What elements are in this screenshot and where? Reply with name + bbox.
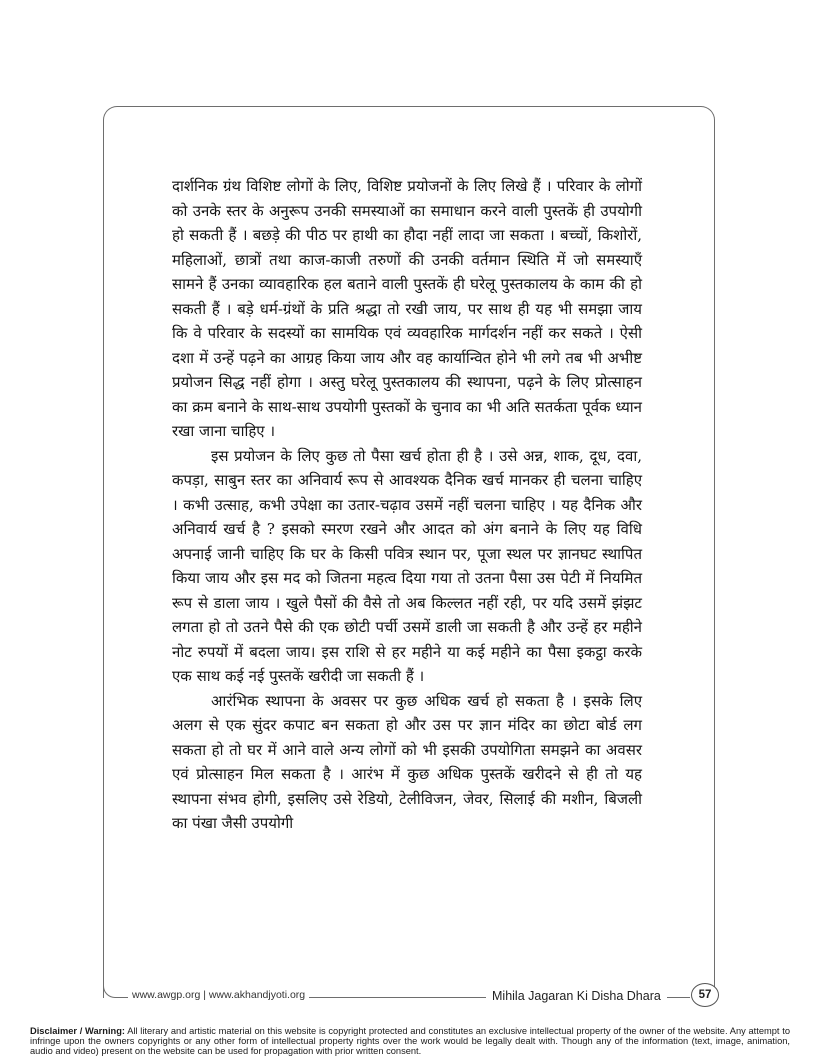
disclaimer [30, 1026, 790, 1056]
paragraph-2: इस प्रयोजन के लिए कुछ तो पैसा खर्च होता ही है । उसे अन्न, शाक, दूध, दवा, कपड़ा, साबुन स्तर का अनिवार्य रूप से आवश्यक दैनिक खर्च मानकर ही चलना चाहिए । कभी उत्साह, कभी उपेक्षा का उतार-चढ़ाव उसमें नहीं चलना चाहिए । यह दैनिक और अनिवार्य खर्च है ? इसको स्मरण रखने और आदत को अंग बनाने के लिए यह विधि अपनाई जानी चाहिए कि घर के किसी पवित्र स्थान पर, पूजा स्थल पर ज्ञानघट स्थापित किया जाय और इस मद को जितना महत्व दिया गया तो उतना पैसा उस पेटी में नियमित रूप से डाला जाय । खुले पैसों की वैसे तो अब किल्लत नहीं रही, पर यदि उसमें झंझट लगता हो तो उतने पैसे की एक छोटी पर्ची उसमें डाली जा सकती है और उन्हें हर महीने नोट रुपयों में बदला जाय। इस राशि से हर महीने या कई महीने का पैसा इकट्ठा करके एक साथ कई नई पुस्तकें खरीदी जा सकती हैं । [172, 446, 642, 685]
disclaimer-text: All literary and artistic material on this website is copyright protected and constitutes an exclusive intellectual property of the owner of the website. Any attempt to infringe upon the owners copyrights or any other form of intellectual property rights over the work would be legally dealt with. Though any of the information (text, image, animation, audio and video) present on the website can be used for propagation with prior written consent. [30, 1026, 790, 1056]
footer-websites: www.awgp.org | www.akhandjyoti.org [128, 989, 309, 1001]
footer-book-title: Mihila Jagaran Ki Disha Dhara [486, 989, 667, 1003]
paragraph-1: दार्शनिक ग्रंथ विशिष्ट लोगों के लिए, विशिष्ट प्रयोजनों के लिए लिखे हैं । परिवार के लोगों को उनके स्तर के अनुरूप उनकी समस्याओं का समाधान करने वाली पुस्तकें ही उपयोगी हो सकती हैं । बछड़े की पीठ पर हाथी का हौदा नहीं लादा जा सकता । बच्चों, किशोरों, महिलाओं, छात्रों तथा काज-काजी तरुणों की उनकी वर्तमान स्थिति में जो समस्याएँ सामने हैं उनका व्यावहारिक हल बताने वाली पुस्तकें ही घरेलू पुस्तकालय के काम की हो सकती हैं । बड़े धर्म-ग्रंथों के प्रति श्रद्धा तो रखी जाय, पर साथ ही यह भी समझा जाय कि वे परिवार के सदस्यों का सामयिक एवं व्यवहारिक मार्गदर्शन नहीं कर सकते । ऐसी दशा में उन्हें पढ़ने का आग्रह किया जाय और वह कार्यान्वित होने भी लगे तब भी अभीष्ट प्रयोजन सिद्ध नहीं होगा । अस्तु घरेलू पुस्तकालय की स्थापना, पढ़ने के लिए प्रोत्साहन का क्रम बनाने के साथ-साथ उपयोगी पुस्तकों के चुनाव का भी अति सतर्कता पूर्वक ध्यान रखा जाना चाहिए । [172, 177, 642, 440]
disclaimer-label: Disclaimer / Warning: [30, 1026, 125, 1036]
body-text [172, 174, 642, 836]
page-number: 57 [691, 983, 719, 1007]
paragraph-3: आरंभिक स्थापना के अवसर पर कुछ अधिक खर्च हो सकता है । इसके लिए अलग से एक सुंदर कपाट बन सकता हो और उस पर ज्ञान मंदिर का छोटा बोर्ड लग सकता हो तो घर में आने वाले अन्य लोगों को भी इसकी उपयोगिता समझने का अवसर एवं प्रोत्साहन मिल सकता है । आरंभ में कुछ अधिक पुस्तकें खरीदने से ही तो यह स्थापना संभव होगी, इसलिए उसे रेडियो, टेलीविजन, जेवर, सिलाई की मशीन, बिजली का पंखा जैसी उपयोगी [172, 691, 642, 832]
